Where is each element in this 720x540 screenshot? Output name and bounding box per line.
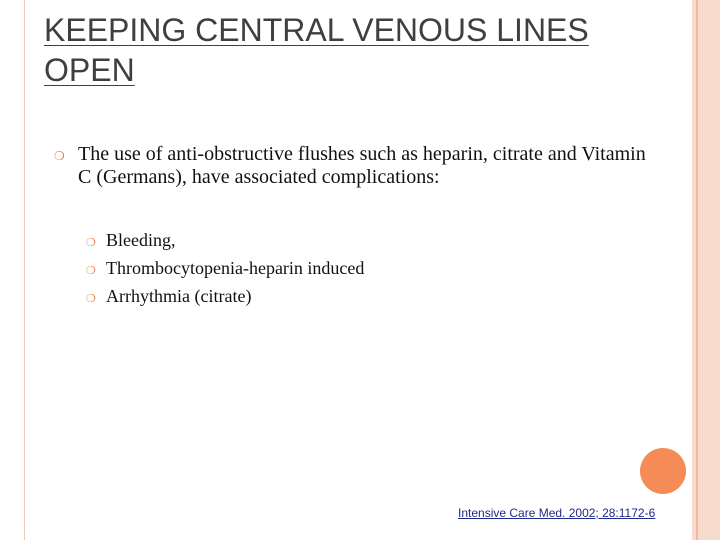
sub-bullet-text: Bleeding,: [106, 230, 176, 250]
sub-bullet-list: [86, 229, 586, 313]
slide-title: KEEPING CENTRAL VENOUS LINES OPEN: [44, 12, 589, 88]
sub-bullet-text: Arrhythmia (citrate): [106, 286, 252, 306]
sub-bullet-item: [86, 257, 586, 285]
decorative-circle: [640, 448, 686, 494]
sub-bullet-item: [86, 285, 586, 313]
citation-link[interactable]: Intensive Care Med. 2002; 28:1172-6: [458, 506, 656, 520]
main-bullet-text: The use of anti-obstructive flushes such as heparin, citrate and Vitamin C (Germans), have associated complications:: [78, 143, 646, 188]
sub-bullet-item: [86, 229, 586, 257]
orange-hollow-bullet-icon: ❍: [86, 265, 96, 277]
orange-hollow-bullet-icon: ❍: [86, 293, 96, 305]
left-decorative-line: [24, 0, 25, 540]
right-decorative-line: [696, 0, 698, 540]
orange-circle-bullet-icon: ❍: [54, 149, 65, 163]
orange-hollow-bullet-icon: ❍: [86, 237, 96, 249]
sub-bullet-text: Thrombocytopenia-heparin induced: [106, 258, 365, 278]
